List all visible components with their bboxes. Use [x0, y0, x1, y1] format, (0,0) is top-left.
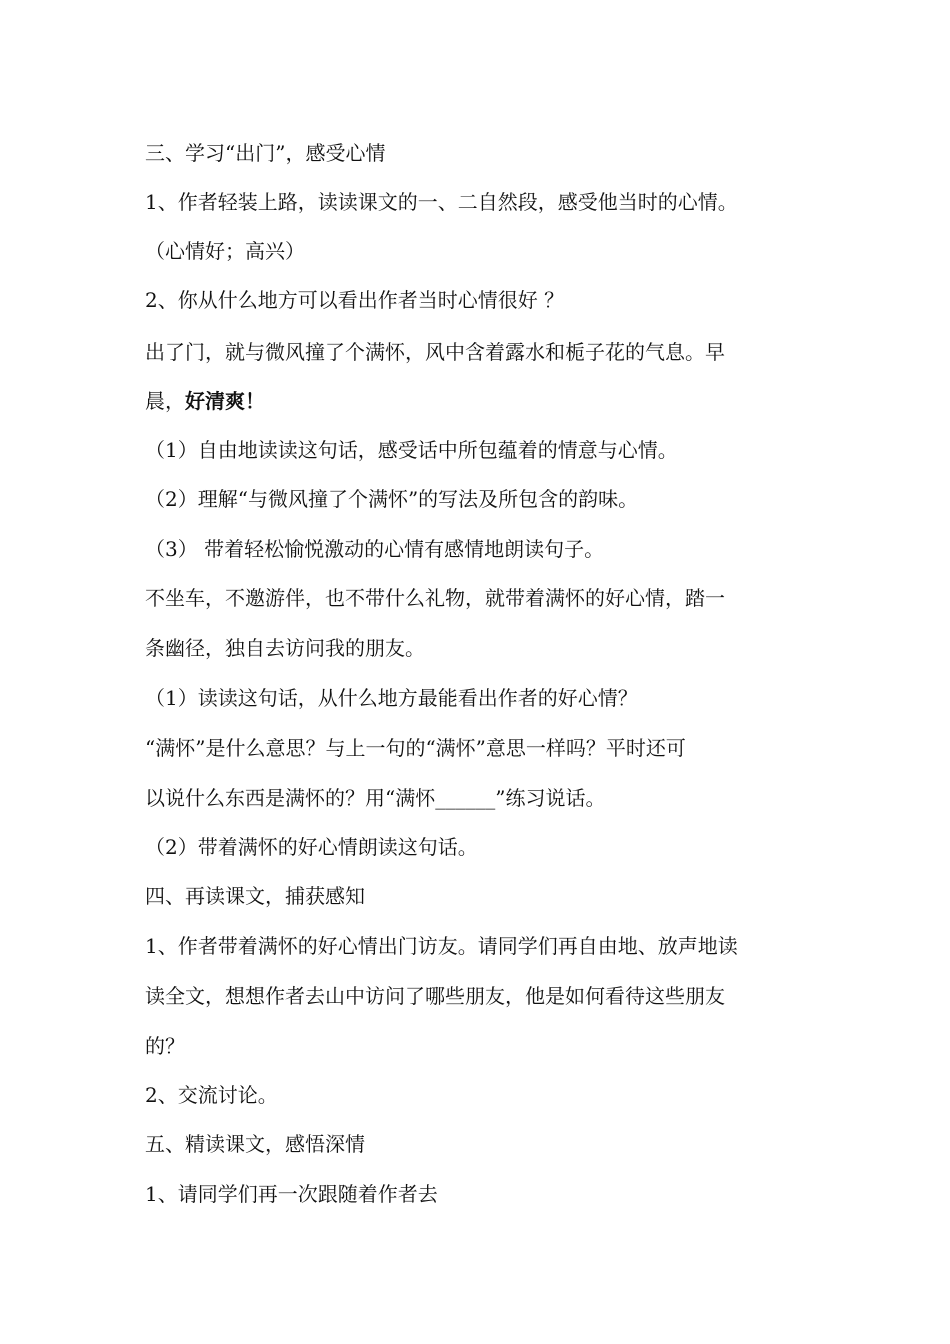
quote-line: 晨，好清爽！ — [145, 389, 265, 413]
section-heading-4: 四、再读课文，捕获感知 — [145, 884, 365, 908]
paragraph-line: 的？ — [145, 1034, 185, 1058]
paragraph-line: 以说什么东西是满怀的？用“满怀______”练习说话。 — [145, 786, 606, 810]
paragraph-line: 1、作者轻装上路，读读课文的一、二自然段，感受他当时的心情。 — [145, 190, 738, 214]
paragraph-line: （心情好；高兴） — [145, 239, 305, 263]
emphasized-text: 好清爽！ — [185, 389, 265, 413]
section-heading-3: 三、学习“出门”，感受心情 — [145, 141, 386, 165]
section-heading-5: 五、精读课文，感悟深情 — [145, 1132, 365, 1156]
paragraph-line: 2、交流讨论。 — [145, 1083, 278, 1107]
paragraph-line: 2、你从什么地方可以看出作者当时心情很好 ？ — [145, 288, 565, 312]
quote-line: 不坐车，不邀游伴，也不带什么礼物，就带着满怀的好心情，踏一 — [145, 586, 725, 610]
paragraph-line: （2）理解“与微风撞了个满怀”的写法及所包含的韵味。 — [145, 487, 639, 511]
paragraph-line: （1）自由地读读这句话，感受话中所包蕴着的情意与心情。 — [145, 438, 678, 462]
paragraph-line: 1、作者带着满怀的好心情出门访友。请同学们再自由地、放声地读 — [145, 934, 738, 958]
paragraph-line: （1）读读这句话，从什么地方最能看出作者的好心情？ — [145, 686, 638, 710]
paragraph-line: 读全文，想想作者去山中访问了哪些朋友，他是如何看待这些朋友 — [145, 984, 725, 1008]
quote-line: 条幽径，独自去访问我的朋友。 — [145, 636, 425, 660]
paragraph-line: 1、请同学们再一次跟随着作者去 — [145, 1182, 438, 1206]
paragraph-line: “满怀”是什么意思？与上一句的“满怀”意思一样吗？平时还可 — [145, 736, 686, 760]
paragraph-line: （2）带着满怀的好心情朗读这句话。 — [145, 835, 478, 859]
paragraph-line: （3） 带着轻松愉悦激动的心情有感情地朗读句子。 — [145, 537, 605, 561]
quote-line: 出了门，就与微风撞了个满怀，风中含着露水和栀子花的气息。早 — [145, 340, 725, 364]
